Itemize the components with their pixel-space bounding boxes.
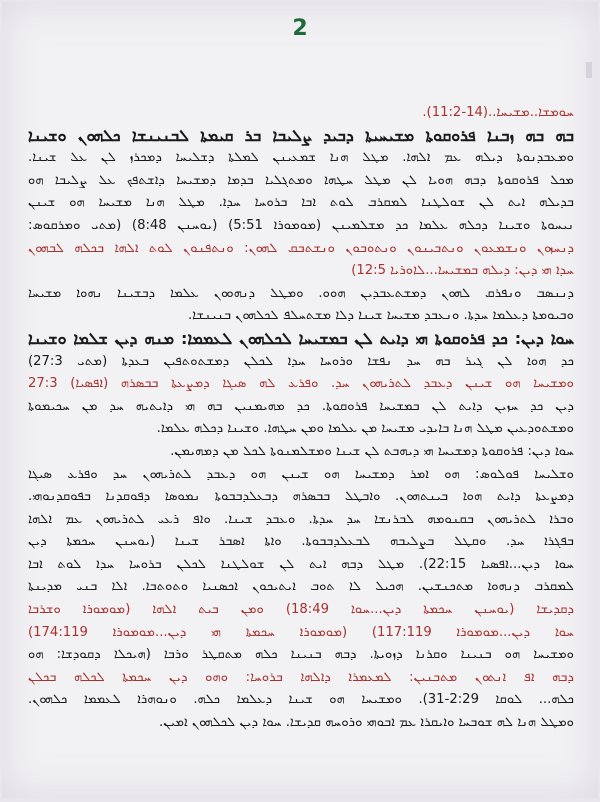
text-line: ܘܡܛܠ ܗܢܐ ܠܗ ܫܘܒܚܐ ܘܐܝܩܪܐ ܥܡ ܐܒܘܗܝ ܘܪܘܚܗ ܩܕܝܫܐ. ܚܘܐ ܕܝܢ ܠܟܠܗܘܢ ܐܡܝܢ. [159, 715, 574, 731]
text-line: ܒܦܓܪܐ ܚܕ. ܘܩܛܠ ܒܨܠܝܒܗ ܠܒܥܠܕܒܒܘܬܐ. ܘܐܬܐ ܐܣܒܪ ܫܝܢܐ (ܝܘܚܢܢ ܚܟܡܬܐ ܕܝܢ [28, 534, 574, 550]
text-line: ܕܒܗ ܐܦ ܐܢܬܘܢ ܡܬܒܢܝܢ: ܠܡܥܡܪܐ ܕܐܠܗܐ ܒܪܘܚܐ: ܘܗܘ ܕܝܢ ܚܟܡܬܐ ܠܟܠܗ ܒܟܠܢ [28, 669, 574, 685]
text-line: ܟܠܗ... ܠܘܩܐ 2:29-31). ܘܡܫܝܚܐ ܗܘ ܫܝܢܐ ܕܥܠܡܐ ܟܠܗ. ܘܢܘܗܪܐ ܠܥܡܡܐ ܟܠܗܘܢ. [28, 692, 574, 708]
text-line: ܠܡܩܪܒ ܕܢܗܘܐ ܡܬܟܢܫܝܢ. ܗܟܝܠ ܠܐ ܬܘܒ ܐܝܬܝܟܘܢ ܐܟܣܢܝܐ ܘܬܘܬܒܐ. ܐܠܐ ܒܢܝ ܡܕܝܢܬܐ [28, 579, 574, 595]
text-line: ܘܡܫܝܚܐ ܗܘ ܒܢܝܢܐ ܘܩܪܢܐ ܕܙܘܝܬܐ. ܕܒܗ ܒܢܝܢܐ ܟܠܗ ܡܬܩܛܪ ܘܪܒܐ (ܗܝܟܠܐ ܕܩܘܕܫܐ: ܗܘ [28, 647, 574, 663]
text-line: ܕܡܨܥܬܐ ܕܐܝܬ ܗܘܐ ܒܝܢܬܗܘܢ. ܘܐܒܛܠ ܒܒܣܪܗ ܕܒܥܠܕܒܒܘܬܐ ܢܡܘܣܐ ܕܦܘܩܕܢܐ ܒܦܘܩܕܢܘܗܝ. [28, 489, 574, 505]
text-line: ܘܒܝܘܡܬܐ ܕܥܠܡܐ ܚܕܬܐ. ܘܢܥܒܕ ܡܫܝܚܐ ܫܝܢܐ ܕܠܐ ܡܫܬܚܠܦ ܠܟܠܗܘܢ ܒܢܝܢܫܐ. [187, 308, 574, 324]
text-line: ܚܘܐ ܕܝܢ: ܟܕ ܦܪܘܩܘܬܐ ܗܝ ܕܐܝܬ ܠܢ ܒܡܫܝܚܐ ܠܟܠܗܘܢ ܠܥܡܡܐ: ܡܢܗ ܕܝܢ ܫܠܡܐ ܘܫܝܢܐ [28, 328, 574, 348]
text-line: ܘܡܥܒܕܢܘܬܐ ܕܝܠܗ ܥܡ ܐܠܗܐ. ܡܛܠ ܗܢܐ ܫܡܥܝܢܢ ܠܡܠܬܐ ܕܫܠܝܚܐ ܕܡܟܪܙ ܠܢ ܥܠ ܫܝܢܐ. [28, 150, 574, 166]
text-line: ܚܘܡܫܐ..ܡܫܝܚܐ..(14-11:2). [422, 105, 574, 120]
text-line: ܢܝܚܘܬܐ ܘܫܝܢܐ ܕܟܠܗ ܥܠܡܐ ܟܕ ܡܫܠܡܝܢܢ (ܡܘܡܘܪܐ 5:51) (ܝܘܚܢܢ 8:48) (ܡܬܝ ܘܡܪܩܘܣ: [28, 217, 574, 233]
text-line: ܕܢܢܣܒ ܘܢܦܪܩ ܠܗܘܢ ܕܡܫܬܥܒܕܝܢ ܗܘܘ. ܘܡܛܠ ܕܢܗܘܘܢ ܥܠܡܐ ܕܒܫܝܢܐ ܢܗܘܐ ܡܫܝܚܐ [28, 285, 574, 301]
page-number: 2 [292, 16, 308, 41]
text-line: ܒܗ ܒܗ ܙܒܢܐ ܦܪܘܩܘܬܐ ܡܫܝܚܝܬܐ ܕܒܝܕ ܨܠܝܒܐ ܒܪ ܩܝܡܬܐ ܠܒܢܝܢܫܐ ܟܠܗܘܢ ܘܫܝܢܐ [28, 125, 574, 145]
text-line: ܚܘܐ ܕܝܢ...ܐܦܣܝܐ 22:15). ܡܛܠ ܕܒܗ ܐܝܬ ܠܢ ܫܘܠܛܢܐ ܠܟܠܢ ܒܪܘܚܐ ܚܕܐ ܠܘܬ ܐܒܐ [28, 556, 574, 572]
text-line: ܘܒܪܐ ܠܬܪܝܗܘܢ ܒܩܢܘܡܗ ܠܒܪܢܫܐ ܚܕ ܚܕܬܐ. ܘܥܒܕ ܫܝܢܐ. ܘܐܦ ܪܥܝ ܠܬܪܝܗܘܢ ܥܡ ܐܠܗܐ [28, 511, 574, 527]
text-line: ܚܕܐ ܗܝ ܕܝܢ: ܕܝܠܗ ܒܡܫܝܚܐ...ܠܐܘܪܝܐ 12:5) [351, 263, 574, 279]
page-edge-mark [586, 62, 592, 78]
text-line: ܕܝܢ ܟܕ ܚܙܝܢ ܕܐܝܬ ܠܢ ܒܡܫܝܚܐ ܦܪܘܩܘܬܐ. ܟܕ ܡܗܝܡܢܝܢ ܒܗ ܗܝ ܕܐܝܬܝܗ ܚܕ ܡܢ ܚܟܝܡܘܬܐ [28, 398, 574, 414]
text-line: ܘܡܫܬܘܕܥܝܢ ܡܛܠ ܗܢܐ ܒܐܝܕܝ ܡܫܝܚܐ ܡܢ ܥܠܡܐ ܘܡܢ ܚܛܗܐ. ܘܫܝܢܐ ܕܟܠܗ ܥܠܡܐ. [156, 421, 574, 437]
text-line: ܚܘܐ ܕܝܢ...ܡܘܡܘܪܐ 117:119) (ܡܘܡܘܪܐ ܚܟܡܬܐ ܗܝ ܕܝܢ...ܡܘܡܘܪܐ 174:119) [28, 624, 574, 640]
document-page [2, 2, 598, 798]
text-line: ܕܢܚܙܘܢ ܘܢܫܡܥܘܢ ܘܢܬܒܝܢܘܢ ܘܢܬܘܒܘܢ ܘܢܫܬܒܩ ܠܗܘܢ: ܘܢܬܦܢܘܢ ܠܘܬ ܐܠܗܐ ܒܟܠܗ ܠܒܗܘܢ [28, 240, 574, 256]
text-line: ܘܡܫܝܚܐ ܗܘ ܫܝܢܢ ܕܥܒܕ ܠܬܪܝܗܘܢ ܚܕ. ܘܦܪܥ ܠܗ ܣܝܓܐ ܕܡܨܥܬܐ ܒܒܣܪܗ (ܐܦܣܝܐ) 27:3 [28, 376, 574, 392]
text-line: ܘܫܠܝܚܐ ܦܘܠܘܣ: ܗܘ ܐܡܪ ܕܡܫܝܚܐ ܗܘ ܫܝܢܢ ܗܘ ܕܥܒܕ ܠܬܪܝܗܘܢ ܚܕ ܘܦܪܥ ܣܝܓܐ [28, 466, 574, 482]
text-line: ܚܘܐ ܕܝܢ: ܦܪܘܩܘܬܐ ܕܡܫܝܚܐ ܗܝ ܕܝܗܒܬ ܠܢ ܫܝܢܐ ܘܡܫܠܡܢܘܬܐ ܠܟܠ ܡܢ ܕܡܗܝܡܢ. [170, 443, 574, 459]
syriac-text-body [28, 102, 574, 735]
text-line: ܟܕ ܗܘܐ ܠܢ ܓܝܪ ܒܗ ܚܕ ܢܦܫܐ ܘܪܘܚܐ ܚܕܐ ܠܟܠܢ ܕܡܫܬܘܬܦܝܢ ܒܥܕܬܐ (ܡܬܝ 27:3) [28, 353, 574, 369]
text-line: ܕܩܕܝܫܐ (ܝܘܚܢܢ ܚܟܡܬܐ ܕܝܢ...ܚܘܐ 18:49) ܘܡܢ ܒܝܬ ܐܠܗܐ (ܡܘܡܘܪܐ ܘܫܪܒܐ [28, 602, 574, 618]
text-line: ܒܕܝܠܗ ܐܝܬ ܠܢ ܫܘܠܛܢܐ ܠܡܩܪܒ ܠܘܬ ܐܒܐ ܒܪܘܚܐ ܚܕܐ. ܡܛܠ ܗܢܐ ܡܫܝܚܐ ܗܘ ܫܝܢܢ [28, 195, 574, 211]
text-line: ܡܟܠ ܦܪܘܩܘܬܐ ܕܒܗ ܗܘܝܐ ܠܢ ܡܛܠ ܚܛܗܐ ܘܡܬܓܠܝܐ ܒܕܡܐ ܕܡܫܝܚܐ ܕܐܫܬܦܟ ܥܠ ܨܠܝܒܐ ܗܘ [28, 172, 574, 188]
